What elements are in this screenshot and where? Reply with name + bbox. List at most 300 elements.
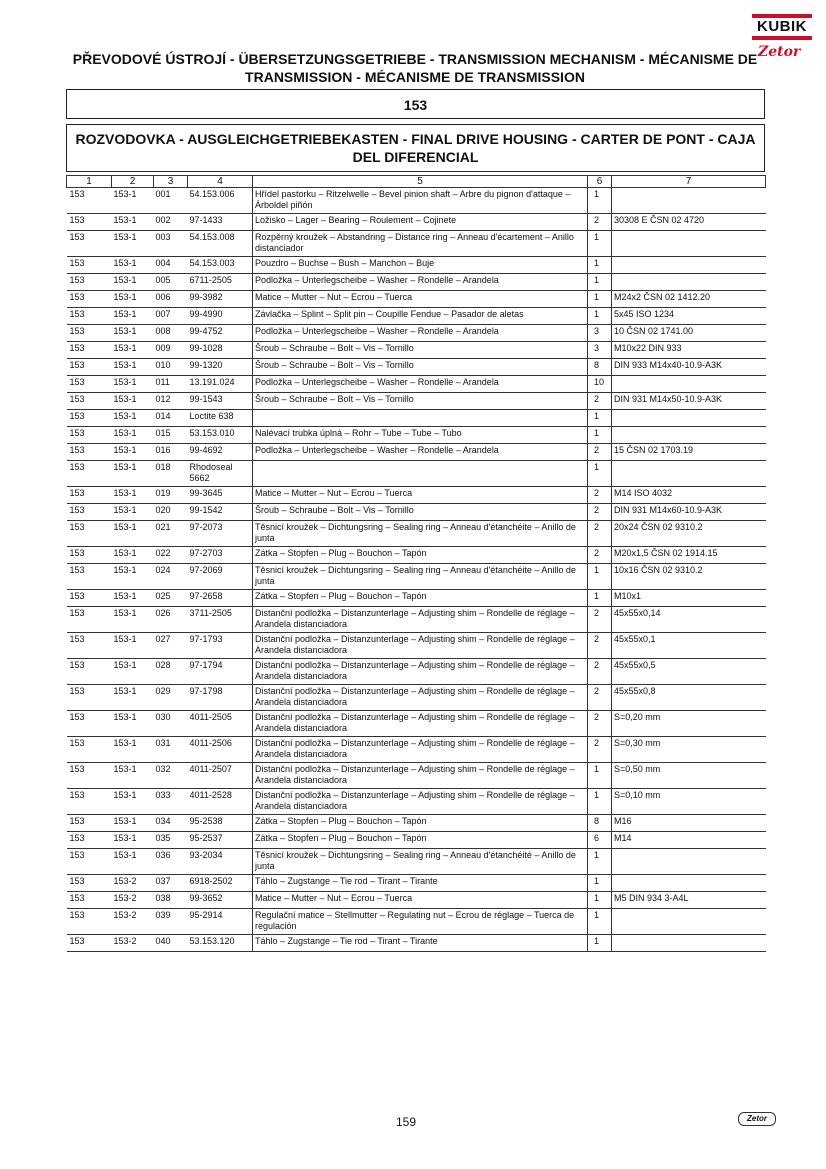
description-cell: Matice – Mutter – Nut – Ecrou – Tuerca bbox=[253, 487, 588, 504]
group-cell: 153 bbox=[67, 359, 112, 376]
part-number-cell: 99-1320 bbox=[188, 359, 253, 376]
note-cell: 20x24 ČSN 02 9310.2 bbox=[612, 521, 766, 547]
group-cell: 153 bbox=[67, 393, 112, 410]
note-cell: M10x1 bbox=[612, 590, 766, 607]
group-cell: 153 bbox=[67, 763, 112, 789]
position-cell: 008 bbox=[154, 325, 188, 342]
brand-logo bbox=[752, 14, 812, 64]
note-cell: 45x55x0,14 bbox=[612, 607, 766, 633]
quantity-cell: 1 bbox=[588, 461, 612, 487]
part-number-cell: Loctite 638 bbox=[188, 410, 253, 427]
note-cell: DIN 931 M14x50-10.9-A3K bbox=[612, 393, 766, 410]
quantity-cell: 1 bbox=[588, 188, 612, 214]
subgroup-cell: 153-1 bbox=[112, 547, 154, 564]
quantity-cell: 1 bbox=[588, 257, 612, 274]
table-row bbox=[67, 564, 766, 590]
table-row bbox=[67, 875, 766, 892]
group-cell: 153 bbox=[67, 444, 112, 461]
position-cell: 001 bbox=[154, 188, 188, 214]
position-cell: 010 bbox=[154, 359, 188, 376]
part-number-cell: 53.153.120 bbox=[188, 935, 253, 952]
table-row bbox=[67, 590, 766, 607]
table-row bbox=[67, 685, 766, 711]
position-cell: 009 bbox=[154, 342, 188, 359]
quantity-cell: 2 bbox=[588, 521, 612, 547]
position-cell: 011 bbox=[154, 376, 188, 393]
subgroup-cell: 153-1 bbox=[112, 711, 154, 737]
group-cell: 153 bbox=[67, 849, 112, 875]
description-cell: Distanční podložka – Distanzunterlage – Adjusting shim – Rondelle de réglage – Arandela distanciadora bbox=[253, 659, 588, 685]
description-cell: Distanční podložka – Distanzunterlage – Adjusting shim – Rondelle de réglage – Arandela distanciadora bbox=[253, 607, 588, 633]
group-cell: 153 bbox=[67, 832, 112, 849]
group-cell: 153 bbox=[67, 342, 112, 359]
quantity-cell: 3 bbox=[588, 325, 612, 342]
table-row bbox=[67, 789, 766, 815]
table-row bbox=[67, 737, 766, 763]
note-cell bbox=[612, 935, 766, 952]
subgroup-cell: 153-1 bbox=[112, 685, 154, 711]
subgroup-cell: 153-1 bbox=[112, 359, 154, 376]
description-cell: Distanční podložka – Distanzunterlage – Adjusting shim – Rondelle de réglage – Arandela distanciadora bbox=[253, 685, 588, 711]
subgroup-cell: 153-1 bbox=[112, 763, 154, 789]
part-number-cell: 99-1542 bbox=[188, 504, 253, 521]
quantity-cell: 1 bbox=[588, 789, 612, 815]
table-row bbox=[67, 711, 766, 737]
column-header: 6 bbox=[588, 176, 612, 188]
group-cell: 153 bbox=[67, 789, 112, 815]
subgroup-cell: 153-1 bbox=[112, 487, 154, 504]
subgroup-cell: 153-1 bbox=[112, 291, 154, 308]
description-cell: Distanční podložka – Distanzunterlage – Adjusting shim – Rondelle de réglage – Arandela distanciadora bbox=[253, 763, 588, 789]
subgroup-cell: 153-1 bbox=[112, 849, 154, 875]
group-cell: 153 bbox=[67, 711, 112, 737]
column-header: 2 bbox=[112, 176, 154, 188]
quantity-cell: 1 bbox=[588, 763, 612, 789]
group-cell: 153 bbox=[67, 231, 112, 257]
table-row bbox=[67, 410, 766, 427]
position-cell: 003 bbox=[154, 231, 188, 257]
quantity-cell: 1 bbox=[588, 291, 612, 308]
table-row bbox=[67, 547, 766, 564]
description-cell: Těsnicí kroužek – Dichtungsring – Sealing ring – Anneau d'étanchéite – Anillo de junta bbox=[253, 521, 588, 547]
position-cell: 036 bbox=[154, 849, 188, 875]
part-number-cell: 97-1794 bbox=[188, 659, 253, 685]
group-cell: 153 bbox=[67, 909, 112, 935]
position-cell: 031 bbox=[154, 737, 188, 763]
group-cell: 153 bbox=[67, 376, 112, 393]
group-cell: 153 bbox=[67, 521, 112, 547]
note-cell: M5 DIN 934 3-A4L bbox=[612, 892, 766, 909]
table-row bbox=[67, 427, 766, 444]
position-cell: 018 bbox=[154, 461, 188, 487]
note-cell bbox=[612, 410, 766, 427]
note-cell: 30308 E ČSN 02 4720 bbox=[612, 214, 766, 231]
note-cell: M14 bbox=[612, 832, 766, 849]
part-number-cell: 97-1433 bbox=[188, 214, 253, 231]
quantity-cell: 1 bbox=[588, 909, 612, 935]
description-cell: Zátka – Stopfen – Plug – Bouchon – Tapón bbox=[253, 832, 588, 849]
zetor-logo: Zetor bbox=[758, 44, 801, 60]
note-cell: 10 ČSN 02 1741.00 bbox=[612, 325, 766, 342]
table-row bbox=[67, 257, 766, 274]
description-cell: Matice – Mutter – Nut – Ecrou – Tuerca bbox=[253, 892, 588, 909]
quantity-cell: 2 bbox=[588, 444, 612, 461]
part-number-cell: 99-1028 bbox=[188, 342, 253, 359]
position-cell: 025 bbox=[154, 590, 188, 607]
description-cell: Šroub – Schraube – Bolt – Vis – Tornillo bbox=[253, 342, 588, 359]
subgroup-cell: 153-1 bbox=[112, 427, 154, 444]
part-number-cell: 54.153.006 bbox=[188, 188, 253, 214]
description-cell bbox=[253, 410, 588, 427]
subgroup-cell: 153-1 bbox=[112, 308, 154, 325]
group-cell: 153 bbox=[67, 935, 112, 952]
note-cell: M24x2 ČSN 02 1412.20 bbox=[612, 291, 766, 308]
group-cell: 153 bbox=[67, 188, 112, 214]
description-cell: Distanční podložka – Distanzunterlage – Adjusting shim – Rondelle de réglage – Arandela distanciadora bbox=[253, 737, 588, 763]
position-cell: 030 bbox=[154, 711, 188, 737]
table-row bbox=[67, 504, 766, 521]
table-row bbox=[67, 308, 766, 325]
subgroup-cell: 153-2 bbox=[112, 909, 154, 935]
subgroup-cell: 153-1 bbox=[112, 376, 154, 393]
table-row bbox=[67, 342, 766, 359]
part-number-cell: 99-3982 bbox=[188, 291, 253, 308]
description-cell: Distanční podložka – Distanzunterlage – Adjusting shim – Rondelle de réglage – Arandela distanciadora bbox=[253, 711, 588, 737]
description-cell: Regulační matice – Stellmutter – Regulating nut – Ecrou de réglage – Tuerca de regulación bbox=[253, 909, 588, 935]
description-cell: Zátka – Stopfen – Plug – Bouchon – Tapón bbox=[253, 590, 588, 607]
group-cell: 153 bbox=[67, 325, 112, 342]
position-cell: 012 bbox=[154, 393, 188, 410]
quantity-cell: 2 bbox=[588, 504, 612, 521]
position-cell: 027 bbox=[154, 633, 188, 659]
subgroup-cell: 153-1 bbox=[112, 789, 154, 815]
position-cell: 014 bbox=[154, 410, 188, 427]
part-number-cell: 97-2703 bbox=[188, 547, 253, 564]
description-cell: Táhlo – Zugstange – Tie rod – Tirant – Tirante bbox=[253, 935, 588, 952]
position-cell: 033 bbox=[154, 789, 188, 815]
group-cell: 153 bbox=[67, 875, 112, 892]
note-cell bbox=[612, 274, 766, 291]
description-cell: Distanční podložka – Distanzunterlage – Adjusting shim – Rondelle de réglage – Arandela distanciadora bbox=[253, 633, 588, 659]
note-cell bbox=[612, 257, 766, 274]
table-header-row bbox=[67, 176, 766, 188]
column-header: 3 bbox=[154, 176, 188, 188]
description-cell: Matice – Mutter – Nut – Ecrou – Tuerca bbox=[253, 291, 588, 308]
position-cell: 034 bbox=[154, 815, 188, 832]
description-cell: Zátka – Stopfen – Plug – Bouchon – Tapón bbox=[253, 547, 588, 564]
group-cell: 153 bbox=[67, 274, 112, 291]
table-row bbox=[67, 763, 766, 789]
table-row bbox=[67, 291, 766, 308]
group-cell: 153 bbox=[67, 547, 112, 564]
group-cell: 153 bbox=[67, 504, 112, 521]
note-cell: S=0,10 mm bbox=[612, 789, 766, 815]
quantity-cell: 2 bbox=[588, 487, 612, 504]
note-cell bbox=[612, 231, 766, 257]
subgroup-cell: 153-1 bbox=[112, 607, 154, 633]
part-number-cell: 97-1798 bbox=[188, 685, 253, 711]
section-number: 153 bbox=[66, 89, 765, 119]
group-cell: 153 bbox=[67, 427, 112, 444]
group-cell: 153 bbox=[67, 590, 112, 607]
table-row bbox=[67, 461, 766, 487]
position-cell: 020 bbox=[154, 504, 188, 521]
part-number-cell: Rhodoseal 5662 bbox=[188, 461, 253, 487]
part-number-cell: 99-3652 bbox=[188, 892, 253, 909]
part-number-cell: 95-2537 bbox=[188, 832, 253, 849]
table-row bbox=[67, 325, 766, 342]
subgroup-cell: 153-1 bbox=[112, 257, 154, 274]
group-cell: 153 bbox=[67, 308, 112, 325]
group-cell: 153 bbox=[67, 257, 112, 274]
note-cell: M10x22 DIN 933 bbox=[612, 342, 766, 359]
table-row bbox=[67, 815, 766, 832]
subgroup-cell: 153-1 bbox=[112, 444, 154, 461]
section-subtitle bbox=[66, 124, 765, 172]
group-cell: 153 bbox=[67, 815, 112, 832]
description-cell: Distanční podložka – Distanzunterlage – Adjusting shim – Rondelle de réglage – Arandela distanciadora bbox=[253, 789, 588, 815]
part-number-cell: 99-3645 bbox=[188, 487, 253, 504]
part-number-cell: 4011-2505 bbox=[188, 711, 253, 737]
quantity-cell: 3 bbox=[588, 342, 612, 359]
description-cell: Podložka – Unterlegscheibe – Washer – Rondelle – Arandela bbox=[253, 274, 588, 291]
part-number-cell: 53.153.010 bbox=[188, 427, 253, 444]
description-cell: Těsnicí kroužek – Dichtungsring – Sealing ring – Anneau d'étanchéite – Anillo de junta bbox=[253, 564, 588, 590]
quantity-cell: 2 bbox=[588, 633, 612, 659]
description-cell: Hřídel pastorku – Ritzelwelle – Bevel pinion shaft – Arbre du pignon d'attaque – Árboldel piñón bbox=[253, 188, 588, 214]
part-number-cell: 4011-2506 bbox=[188, 737, 253, 763]
subgroup-cell: 153-1 bbox=[112, 504, 154, 521]
table-row bbox=[67, 359, 766, 376]
part-number-cell: 97-2658 bbox=[188, 590, 253, 607]
group-cell: 153 bbox=[67, 410, 112, 427]
position-cell: 002 bbox=[154, 214, 188, 231]
note-cell: DIN 931 M14x60-10.9-A3K bbox=[612, 504, 766, 521]
note-cell: 5x45 ISO 1234 bbox=[612, 308, 766, 325]
table-row bbox=[67, 521, 766, 547]
quantity-cell: 10 bbox=[588, 376, 612, 393]
description-cell: Rozpěrný kroužek – Abstandring – Distance ring – Anneau d'écartement – Anillo distanciador bbox=[253, 231, 588, 257]
subgroup-cell: 153-2 bbox=[112, 892, 154, 909]
note-cell: M16 bbox=[612, 815, 766, 832]
quantity-cell: 2 bbox=[588, 737, 612, 763]
part-number-cell: 99-4752 bbox=[188, 325, 253, 342]
description-cell: Nalévací trubka úplná – Rohr – Tube – Tube – Tubo bbox=[253, 427, 588, 444]
position-cell: 004 bbox=[154, 257, 188, 274]
part-number-cell: 95-2914 bbox=[188, 909, 253, 935]
column-header: 5 bbox=[253, 176, 588, 188]
part-number-cell: 4011-2507 bbox=[188, 763, 253, 789]
column-header: 4 bbox=[188, 176, 253, 188]
description-cell: Pouzdro – Buchse – Bush – Manchon – Buje bbox=[253, 257, 588, 274]
position-cell: 037 bbox=[154, 875, 188, 892]
table-row bbox=[67, 659, 766, 685]
part-number-cell: 4011-2528 bbox=[188, 789, 253, 815]
position-cell: 016 bbox=[154, 444, 188, 461]
position-cell: 019 bbox=[154, 487, 188, 504]
group-cell: 153 bbox=[67, 461, 112, 487]
position-cell: 029 bbox=[154, 685, 188, 711]
subgroup-cell: 153-1 bbox=[112, 342, 154, 359]
note-cell bbox=[612, 427, 766, 444]
note-cell bbox=[612, 909, 766, 935]
group-cell: 153 bbox=[67, 633, 112, 659]
quantity-cell: 1 bbox=[588, 564, 612, 590]
note-cell: M14 ISO 4032 bbox=[612, 487, 766, 504]
position-cell: 032 bbox=[154, 763, 188, 789]
quantity-cell: 1 bbox=[588, 590, 612, 607]
position-cell: 035 bbox=[154, 832, 188, 849]
quantity-cell: 8 bbox=[588, 359, 612, 376]
subgroup-cell: 153-1 bbox=[112, 564, 154, 590]
quantity-cell: 2 bbox=[588, 607, 612, 633]
part-number-cell: 93-2034 bbox=[188, 849, 253, 875]
note-cell: DIN 933 M14x40-10.9-A3K bbox=[612, 359, 766, 376]
page-number: 159 bbox=[396, 1115, 417, 1129]
subgroup-cell: 153-1 bbox=[112, 815, 154, 832]
part-number-cell: 3711-2505 bbox=[188, 607, 253, 633]
part-number-cell: 99-1543 bbox=[188, 393, 253, 410]
group-cell: 153 bbox=[67, 564, 112, 590]
description-cell: Táhlo – Zugstange – Tie rod – Tirant – Tirante bbox=[253, 875, 588, 892]
subgroup-cell: 153-1 bbox=[112, 590, 154, 607]
part-number-cell: 6711-2505 bbox=[188, 274, 253, 291]
table-row bbox=[67, 376, 766, 393]
note-cell bbox=[612, 376, 766, 393]
quantity-cell: 1 bbox=[588, 308, 612, 325]
subtitle-line-2: DEL DIFERENCIAL bbox=[352, 149, 479, 165]
group-cell: 153 bbox=[67, 607, 112, 633]
subgroup-cell: 153-1 bbox=[112, 521, 154, 547]
table-row bbox=[67, 231, 766, 257]
note-cell: 45x55x0,5 bbox=[612, 659, 766, 685]
position-cell: 006 bbox=[154, 291, 188, 308]
group-cell: 153 bbox=[67, 214, 112, 231]
quantity-cell: 2 bbox=[588, 711, 612, 737]
quantity-cell: 2 bbox=[588, 659, 612, 685]
subgroup-cell: 153-1 bbox=[112, 737, 154, 763]
subgroup-cell: 153-1 bbox=[112, 832, 154, 849]
table-row bbox=[67, 274, 766, 291]
note-cell: M20x1,5 ČSN 02 1914.15 bbox=[612, 547, 766, 564]
description-cell: Těsnicí kroužek – Dichtungsring – Sealing ring – Anneau d'étanchéité – Anillo de junta bbox=[253, 849, 588, 875]
table-row bbox=[67, 487, 766, 504]
subgroup-cell: 153-1 bbox=[112, 214, 154, 231]
subgroup-cell: 153-1 bbox=[112, 659, 154, 685]
description-cell: Podložka – Unterlegscheibe – Washer – Rondelle – Arandela bbox=[253, 376, 588, 393]
subgroup-cell: 153-1 bbox=[112, 461, 154, 487]
footer-zetor-logo: Zetor bbox=[738, 1112, 776, 1126]
group-cell: 153 bbox=[67, 487, 112, 504]
quantity-cell: 2 bbox=[588, 547, 612, 564]
subgroup-cell: 153-1 bbox=[112, 274, 154, 291]
description-cell: Podložka – Unterlegscheibe – Washer – Rondelle – Arandela bbox=[253, 444, 588, 461]
part-number-cell: 54.153.008 bbox=[188, 231, 253, 257]
description-cell bbox=[253, 461, 588, 487]
table-row bbox=[67, 188, 766, 214]
position-cell: 015 bbox=[154, 427, 188, 444]
quantity-cell: 1 bbox=[588, 231, 612, 257]
group-cell: 153 bbox=[67, 737, 112, 763]
title-line-1: PŘEVODOVÉ ÚSTROJÍ - ÜBERSETZUNGSGETRIEBE - TRANSMISSION MECHANISM - MÉCANISME DE bbox=[72, 51, 758, 67]
table-row bbox=[67, 892, 766, 909]
part-number-cell: 97-2069 bbox=[188, 564, 253, 590]
part-number-cell: 95-2538 bbox=[188, 815, 253, 832]
quantity-cell: 2 bbox=[588, 214, 612, 231]
position-cell: 024 bbox=[154, 564, 188, 590]
position-cell: 038 bbox=[154, 892, 188, 909]
quantity-cell: 8 bbox=[588, 815, 612, 832]
table-row bbox=[67, 849, 766, 875]
note-cell: S=0,20 mm bbox=[612, 711, 766, 737]
part-number-cell: 54.153.003 bbox=[188, 257, 253, 274]
table-body bbox=[67, 188, 766, 952]
kubik-logo: KUBIK bbox=[752, 14, 812, 40]
column-header: 1 bbox=[67, 176, 112, 188]
column-header: 7 bbox=[612, 176, 766, 188]
subgroup-cell: 153-2 bbox=[112, 875, 154, 892]
note-cell: 45x55x0,8 bbox=[612, 685, 766, 711]
title-line-2: TRANSMISSION - MÉCANISME DE TRANSMISSION bbox=[245, 69, 585, 85]
description-cell: Zátka – Stopfen – Plug – Bouchon – Tapón bbox=[253, 815, 588, 832]
part-number-cell: 13.191.024 bbox=[188, 376, 253, 393]
position-cell: 040 bbox=[154, 935, 188, 952]
quantity-cell: 2 bbox=[588, 685, 612, 711]
part-number-cell: 97-2073 bbox=[188, 521, 253, 547]
part-number-cell: 99-4990 bbox=[188, 308, 253, 325]
quantity-cell: 2 bbox=[588, 393, 612, 410]
part-number-cell: 97-1793 bbox=[188, 633, 253, 659]
note-cell bbox=[612, 461, 766, 487]
subgroup-cell: 153-1 bbox=[112, 393, 154, 410]
group-cell: 153 bbox=[67, 291, 112, 308]
description-cell: Šroub – Schraube – Bolt – Vis – Tornillo bbox=[253, 359, 588, 376]
group-cell: 153 bbox=[67, 685, 112, 711]
group-cell: 153 bbox=[67, 892, 112, 909]
parts-table bbox=[66, 175, 766, 952]
quantity-cell: 1 bbox=[588, 410, 612, 427]
note-cell: 10x16 ČSN 02 9310.2 bbox=[612, 564, 766, 590]
quantity-cell: 1 bbox=[588, 427, 612, 444]
note-cell: 45x55x0,1 bbox=[612, 633, 766, 659]
table-row bbox=[67, 909, 766, 935]
subgroup-cell: 153-2 bbox=[112, 935, 154, 952]
subtitle-line-1: ROZVODOVKA - AUSGLEICHGETRIEBEKASTEN - FINAL DRIVE HOUSING - CARTER DE PONT - CAJA bbox=[75, 131, 756, 147]
position-cell: 007 bbox=[154, 308, 188, 325]
note-cell bbox=[612, 875, 766, 892]
table-row bbox=[67, 214, 766, 231]
table-row bbox=[67, 393, 766, 410]
subgroup-cell: 153-1 bbox=[112, 410, 154, 427]
position-cell: 039 bbox=[154, 909, 188, 935]
position-cell: 005 bbox=[154, 274, 188, 291]
note-cell bbox=[612, 849, 766, 875]
quantity-cell: 1 bbox=[588, 274, 612, 291]
quantity-cell: 1 bbox=[588, 875, 612, 892]
description-cell: Ložisko – Lager – Bearing – Roulement – Cojinete bbox=[253, 214, 588, 231]
subgroup-cell: 153-1 bbox=[112, 633, 154, 659]
table-row bbox=[67, 607, 766, 633]
description-cell: Závlačka – Splint – Split pin – Coupille Fendue – Pasador de aletas bbox=[253, 308, 588, 325]
position-cell: 021 bbox=[154, 521, 188, 547]
position-cell: 022 bbox=[154, 547, 188, 564]
quantity-cell: 6 bbox=[588, 832, 612, 849]
quantity-cell: 1 bbox=[588, 892, 612, 909]
note-cell: 15 ČSN 02 1703.19 bbox=[612, 444, 766, 461]
subgroup-cell: 153-1 bbox=[112, 188, 154, 214]
description-cell: Šroub – Schraube – Bolt – Vis – Tornillo bbox=[253, 393, 588, 410]
table-row bbox=[67, 444, 766, 461]
